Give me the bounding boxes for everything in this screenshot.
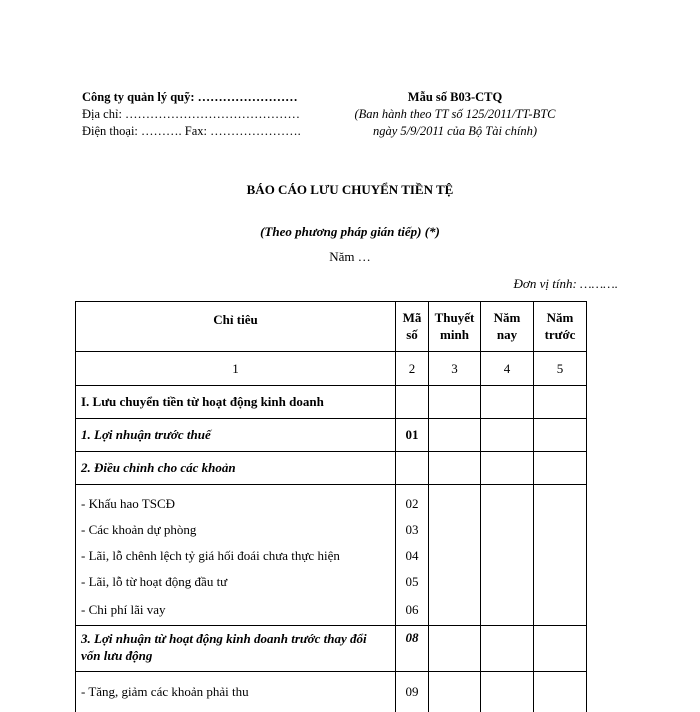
cell-note	[429, 517, 481, 543]
cell-last-year	[534, 595, 587, 625]
cell-note	[429, 452, 481, 485]
cell-this-year	[481, 595, 534, 625]
row-code: 03	[396, 517, 429, 543]
row-code: 05	[396, 569, 429, 595]
cell-last-year	[534, 452, 587, 485]
cell-note	[429, 595, 481, 625]
cell-note	[429, 625, 481, 671]
table-row	[76, 386, 587, 419]
row-label: - Lãi, lỗ chênh lệch tỷ giá hối đoái chưa thực hiện	[76, 543, 396, 569]
row-label: 3. Lợi nhuận từ hoạt động kinh doanh trước thay đổi vốn lưu động	[76, 625, 396, 671]
column-number: 1	[76, 352, 396, 386]
cell-note	[429, 485, 481, 518]
table-row	[76, 452, 587, 485]
header-note: Thuyết minh	[429, 302, 481, 352]
table-row	[76, 419, 587, 452]
cell-this-year	[481, 452, 534, 485]
row-code: 06	[396, 595, 429, 625]
cell-this-year	[481, 569, 534, 595]
cell-this-year	[481, 625, 534, 671]
table-row	[76, 671, 587, 712]
header-last-year: Năm trước	[534, 302, 587, 352]
cell-this-year	[481, 517, 534, 543]
column-number-row	[76, 352, 587, 386]
column-number: 3	[429, 352, 481, 386]
form-note-1: (Ban hành theo TT số 125/2011/TT-BTC	[354, 107, 556, 121]
company-name-line: Công ty quản lý quỹ: ……………………	[82, 90, 298, 104]
cashflow-table	[75, 301, 587, 712]
row-label: - Tăng, giảm các khoản phải thu	[76, 671, 396, 712]
cell-note	[429, 671, 481, 712]
form-note-2: ngày 5/9/2011 của Bộ Tài chính)	[373, 124, 537, 138]
table-header-row	[76, 302, 587, 352]
cell-last-year	[534, 419, 587, 452]
cell-last-year	[534, 485, 587, 518]
company-address-line: Địa chỉ: ……………………………………	[82, 107, 301, 121]
company-info	[82, 89, 301, 140]
table-row	[76, 625, 587, 671]
table-row	[76, 543, 587, 569]
cell-this-year	[481, 543, 534, 569]
header-code: Mã số	[396, 302, 429, 352]
cell-this-year	[481, 671, 534, 712]
unit-of-measure: Đơn vị tính: ……….	[513, 276, 618, 291]
row-code: 04	[396, 543, 429, 569]
header-indicator: Chỉ tiêu	[76, 302, 396, 352]
table-row	[76, 595, 587, 625]
report-year: Năm …	[329, 249, 371, 264]
cell-last-year	[534, 517, 587, 543]
row-code	[396, 386, 429, 419]
cell-this-year	[481, 419, 534, 452]
row-label: - Chi phí lãi vay	[76, 595, 396, 625]
cell-note	[429, 419, 481, 452]
report-title: BÁO CÁO LƯU CHUYỂN TIỀN TỆ	[246, 182, 454, 197]
row-label: 1. Lợi nhuận trước thuế	[76, 419, 396, 452]
row-label: I. Lưu chuyển tiền từ hoạt động kinh doanh	[76, 386, 396, 419]
cell-last-year	[534, 671, 587, 712]
form-code-block	[330, 89, 580, 140]
table-row	[76, 569, 587, 595]
row-label: 2. Điều chỉnh cho các khoản	[76, 452, 396, 485]
header-this-year: Năm nay	[481, 302, 534, 352]
cell-last-year	[534, 543, 587, 569]
cell-this-year	[481, 386, 534, 419]
row-code: 09	[396, 671, 429, 712]
cell-note	[429, 543, 481, 569]
table-row	[76, 485, 587, 518]
form-code: Mẫu số B03-CTQ	[407, 90, 503, 104]
column-number: 5	[534, 352, 587, 386]
table-row	[76, 517, 587, 543]
row-code	[396, 452, 429, 485]
column-number: 4	[481, 352, 534, 386]
cell-note	[429, 569, 481, 595]
row-code: 02	[396, 485, 429, 518]
cell-this-year	[481, 485, 534, 518]
report-method: (Theo phương pháp gián tiếp) (*)	[260, 224, 440, 239]
row-label: - Các khoản dự phòng	[76, 517, 396, 543]
cell-last-year	[534, 625, 587, 671]
row-code: 08	[396, 625, 429, 671]
company-phone-line: Điện thoại: ………. Fax: ………………….	[82, 124, 301, 138]
cell-note	[429, 386, 481, 419]
row-label: - Lãi, lỗ từ hoạt động đầu tư	[76, 569, 396, 595]
cell-last-year	[534, 569, 587, 595]
row-code: 01	[396, 419, 429, 452]
column-number: 2	[396, 352, 429, 386]
row-label: - Khấu hao TSCĐ	[76, 485, 396, 518]
cell-last-year	[534, 386, 587, 419]
